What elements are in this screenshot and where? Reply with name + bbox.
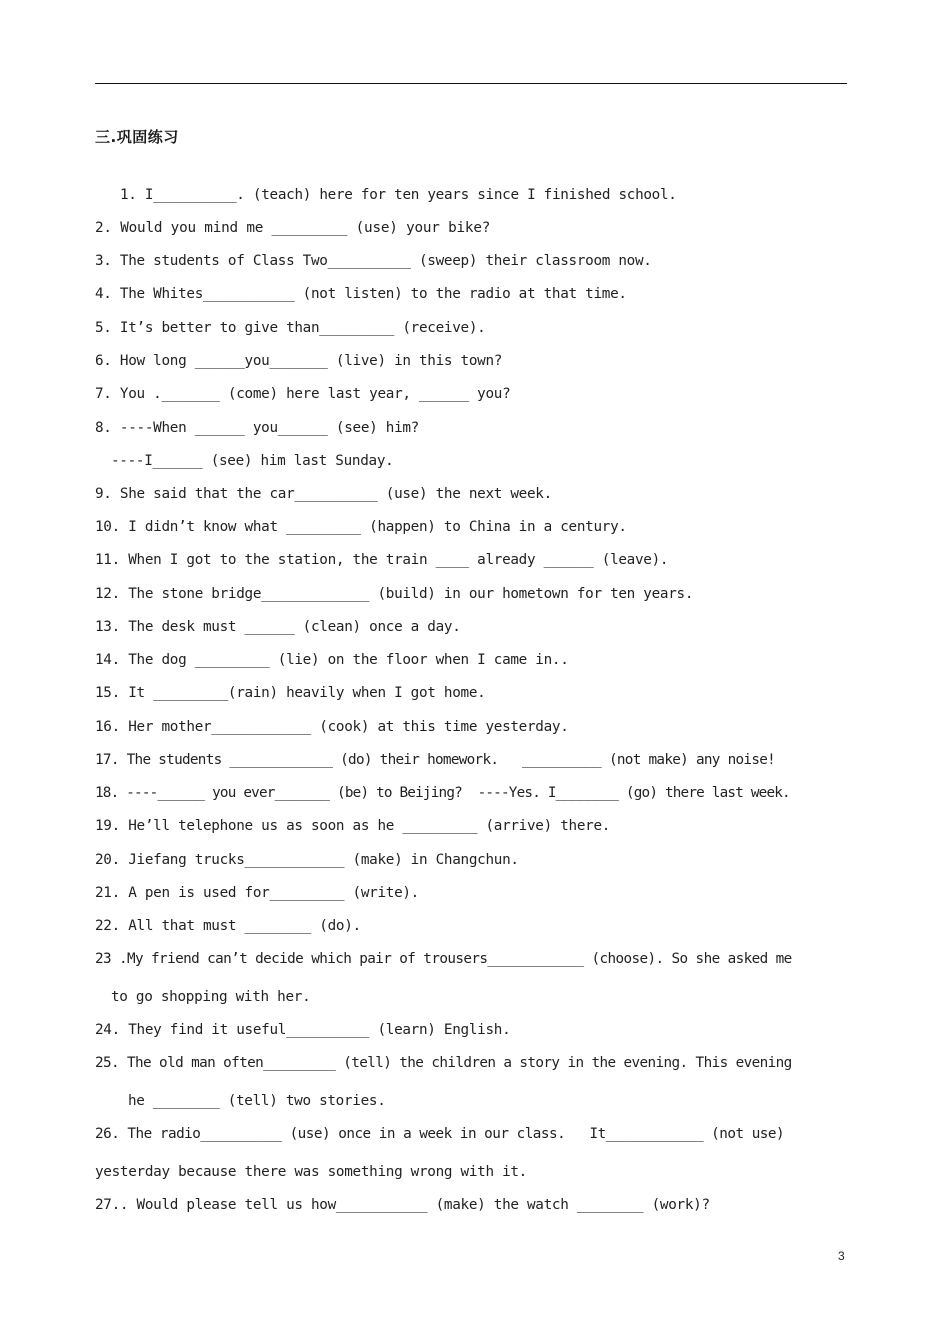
exercise-line: 22. All that must ________ (do). [95, 918, 361, 934]
exercise-line: 2. Would you mind me _________ (use) your bike? [95, 220, 491, 236]
exercise-line: 23 .My friend can’t decide which pair of trousers____________ (choose). So she asked me [95, 951, 792, 967]
exercise-line: 5. It’s better to give than_________ (receive). [95, 320, 486, 336]
exercise-line: 7. You ._______ (come) here last year, ______ you? [95, 386, 511, 402]
exercise-line: 25. The old man often_________ (tell) the children a story in the evening. This evening [95, 1055, 792, 1071]
exercise-line: 10. I didn’t know what _________ (happen) to China in a century. [95, 519, 627, 535]
exercise-line: 6. How long ______you_______ (live) in this town? [95, 353, 503, 369]
exercise-line: 27.. Would please tell us how___________ (make) the watch ________ (work)? [95, 1197, 710, 1213]
exercise-line: 12. The stone bridge_____________ (build) in our hometown for ten years. [95, 586, 694, 602]
exercise-line: 24. They find it useful__________ (learn) English. [95, 1022, 511, 1038]
exercise-line: 17. The students _____________ (do) their homework. __________ (not make) any noise! [95, 752, 776, 768]
exercise-line: 21. A pen is used for_________ (write). [95, 885, 419, 901]
exercise-line: 8. ----When ______ you______ (see) him? [95, 420, 419, 436]
exercise-line: 16. Her mother____________ (cook) at this time yesterday. [95, 719, 569, 735]
exercise-line: 26. The radio__________ (use) once in a week in our class. It____________ (not use) [95, 1126, 785, 1142]
exercise-line: 20. Jiefang trucks____________ (make) in Changchun. [95, 852, 519, 868]
exercise-line: 18. ----______ you ever_______ (be) to Beijing? ----Yes. I________ (go) there last week. [95, 785, 790, 801]
exercise-line: he ________ (tell) two stories. [128, 1093, 386, 1109]
exercise-line: 15. It _________(rain) heavily when I got home. [95, 685, 486, 701]
exercise-line: 19. He’ll telephone us as soon as he _________ (arrive) there. [95, 818, 611, 834]
page-number: 3 [838, 1249, 845, 1263]
exercise-line: 1. I__________. (teach) here for ten years since I finished school. [120, 187, 677, 203]
exercise-line: to go shopping with her. [111, 989, 311, 1005]
exercise-line: ----I______ (see) him last Sunday. [111, 453, 394, 469]
section-heading: 三.巩固练习 [95, 128, 179, 146]
exercise-line: yesterday because there was something wrong with it. [95, 1164, 527, 1180]
exercise-line: 14. The dog _________ (lie) on the floor when I came in.. [95, 652, 569, 668]
exercise-line: 9. She said that the car__________ (use) the next week. [95, 486, 552, 502]
exercise-line: 11. When I got to the station, the train ____ already ______ (leave). [95, 552, 669, 568]
exercise-line: 13. The desk must ______ (clean) once a day. [95, 619, 461, 635]
exercise-line: 4. The Whites___________ (not listen) to the radio at that time. [95, 286, 627, 302]
header-rule [95, 83, 847, 84]
exercise-line: 3. The students of Class Two__________ (sweep) their classroom now. [95, 253, 652, 269]
